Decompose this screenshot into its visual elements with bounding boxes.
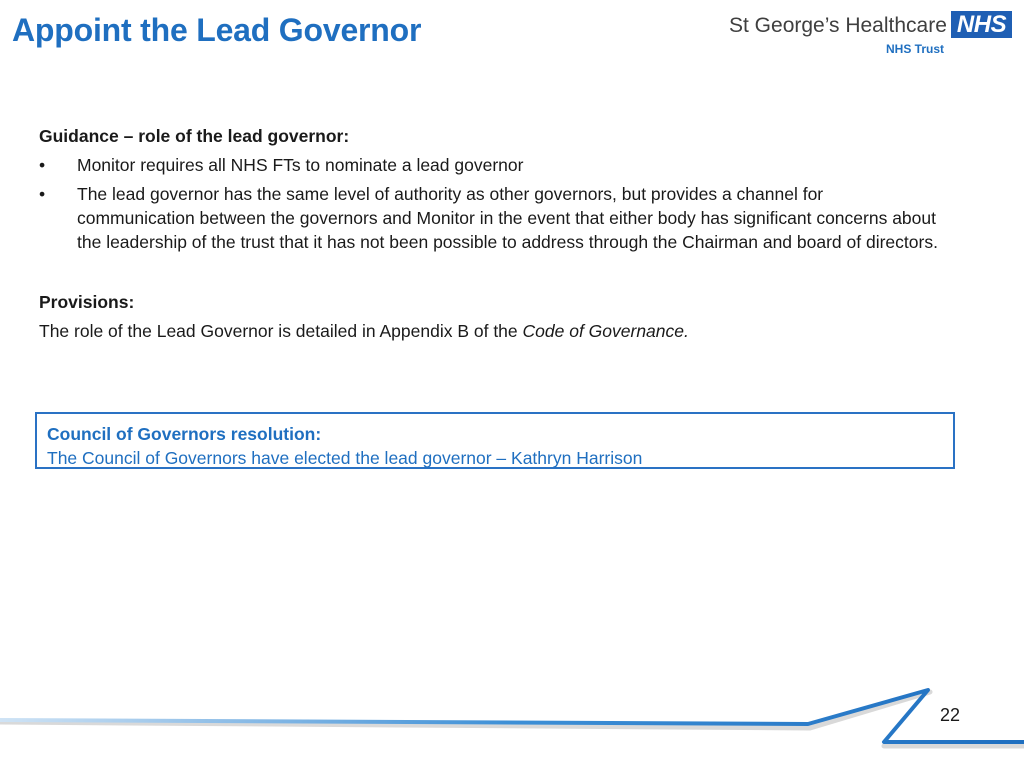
resolution-box xyxy=(35,412,955,469)
provisions-heading: Provisions: xyxy=(39,292,135,312)
resolution-text: The Council of Governors have elected the lead governor – Kathryn Harrison xyxy=(47,448,643,468)
guidance-bullet xyxy=(39,153,939,177)
slide-content xyxy=(39,124,939,343)
bullet-dot: • xyxy=(39,184,46,204)
footer-swoosh-graphic xyxy=(0,680,1024,768)
bullet-dot: • xyxy=(39,155,46,175)
org-name: St George’s Healthcare xyxy=(729,14,947,37)
nhs-logo: NHS xyxy=(951,11,1012,38)
org-subtitle: NHS Trust xyxy=(886,42,945,56)
guidance-bullet-text: Monitor requires all NHS FTs to nominate a lead governor xyxy=(77,155,524,175)
slide-title: Appoint the Lead Governor xyxy=(12,12,422,48)
guidance-bullet xyxy=(39,182,939,254)
swoosh-line xyxy=(0,690,1024,742)
code-of-governance-reference: Code of Governance. xyxy=(522,321,689,341)
provisions-text xyxy=(39,319,939,343)
provisions-text-prefix: The role of the Lead Governor is detailed in Appendix B of the xyxy=(39,321,523,341)
guidance-bullet-text: The lead governor has the same level of authority as other governors, but provides a channel for communication between the governors and Monitor in the event that either body has significant concerns about the leadership of the trust that it has not been possible to address through the Chairman and board of directors. xyxy=(77,184,938,252)
guidance-bullet-list xyxy=(39,153,939,254)
page-number: 22 xyxy=(940,705,961,725)
guidance-heading: Guidance – role of the lead governor: xyxy=(39,126,350,146)
resolution-heading: Council of Governors resolution: xyxy=(47,424,322,444)
